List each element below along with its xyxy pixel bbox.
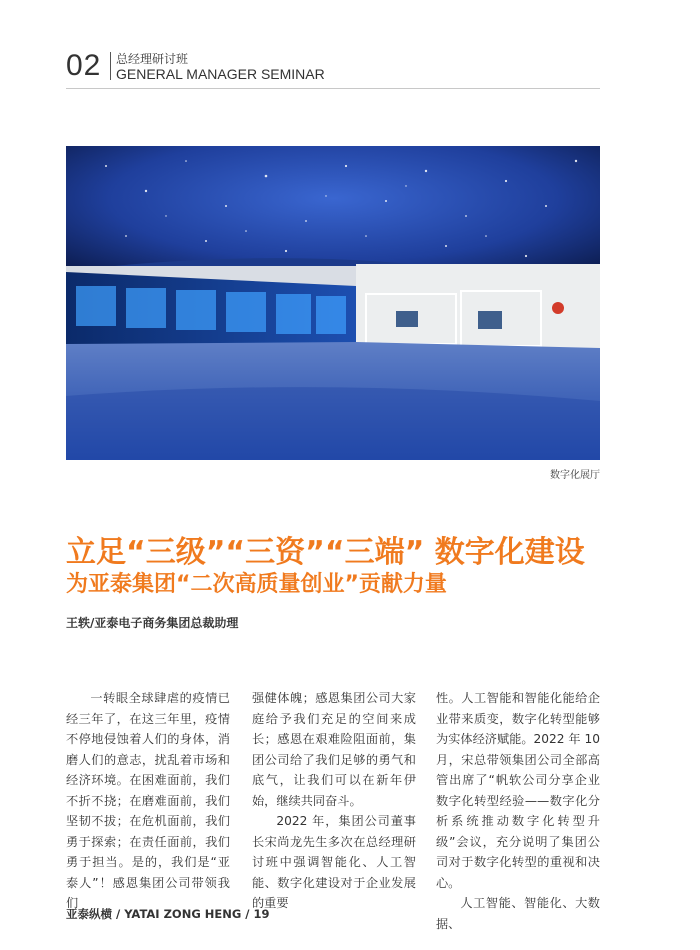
text-column-1 [66,688,230,914]
paragraph: 强健体魄；感恩集团公司大家庭给予我们充足的空间来成长；感恩在艰难险阻面前，集团公司给了我们足够的勇气和底气，让我们可以在新年伊始，继续共同奋斗。 [252,691,416,808]
floor-reflection [66,387,600,460]
article-title: 立足“三级”“三资”“三端” 数字化建设 [66,535,585,570]
showroom-illustration [66,146,600,460]
header-rule [66,88,600,89]
paragraph: 2022 年，集团公司董事长宋尚龙先生多次在总经理研讨班中强调智能化、人工智能、数字化建设对于企业发展的重要 [252,814,416,910]
paragraph: 性。人工智能和智能化能给企业带来质变，数字化转型能够为实体经济赋能。2022 年 10 月，宋总带领集团公司全部高管出席了“帆软公司分享企业数字化转型经验——数字化分析系统推动数字化转型升级”会议，充分说明了集团公司对于数字化转型的重视和决心。 [436,691,600,890]
page-footer: 亚泰纵横 / YATAI ZONG HENG / 19 [66,907,270,921]
article-subtitle: 为亚泰集团“二次高质量创业”贡献力量 [66,572,447,597]
photo-caption: 数字化展厅 [550,470,600,481]
red-star-emblem [552,302,564,314]
paragraph: 一转眼全球肆虐的疫情已经三年了，在这三年里，疫情不停地侵蚀着人们的身体，消磨人们的意志，扰乱着市场和经济环境。在困难面前，我们不折不挠；在磨难面前，我们坚韧不拔；在危机面前，我们勇于探索；在责任面前，我们勇于担当。是的，我们是“亚泰人”！感恩集团公司带领我们 [66,691,230,910]
paragraph: 人工智能、智能化、大数据、 [436,896,600,931]
section-header [66,46,600,86]
wall-display-2 [478,311,502,329]
text-column-3 [436,688,600,934]
wall-display-1 [396,311,418,327]
section-divider [110,52,111,80]
section-title-en: GENERAL MANAGER SEMINAR [116,66,325,82]
text-column-2 [252,688,416,914]
showroom-photo [66,146,600,460]
section-number: 02 [66,49,102,82]
section-title-cn: 总经理研讨班 [116,52,189,66]
article-author: 王轶/亚泰电子商务集团总裁助理 [66,616,239,630]
